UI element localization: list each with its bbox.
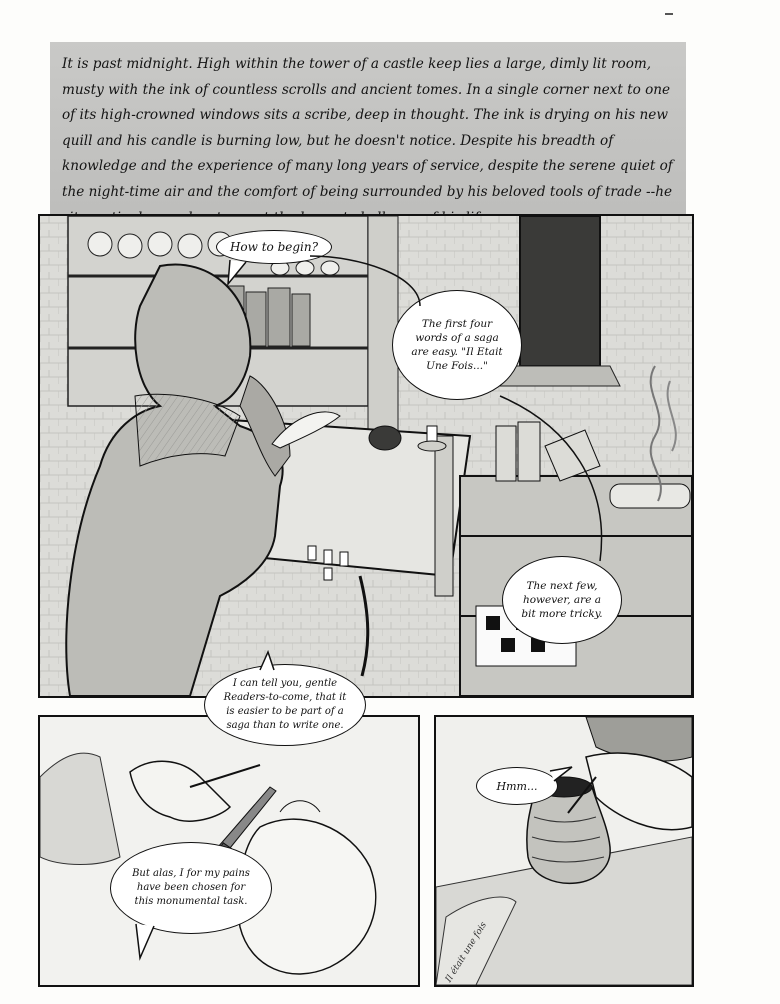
panel-sharpening-quill [38,715,420,987]
page-mark [665,13,673,15]
panel-scribe-at-desk [38,214,694,698]
speech-tail [132,922,162,962]
speech-text: The first four words of a saga are easy. "Il Etait Une Fois..." [411,318,503,372]
speech-bubble-readers-to-come [204,664,366,746]
speech-text: Hmm... [496,779,538,793]
artist-signature: Il était une fois [444,920,490,985]
speech-text: But alas, I for my pains have been chosen for this monumental task. [132,868,250,907]
speech-bubble-hmm [476,767,558,805]
speech-text: How to begin? [229,240,319,254]
speech-bubble-but-alas [110,842,272,934]
panel-ink-pot [434,715,694,987]
speech-tail [548,765,574,785]
speech-text: I can tell you, gentle Readers-to-come, that it is easier to be part of a saga than to write one. [223,678,347,731]
speech-connector [300,246,630,576]
speech-tail [254,650,284,672]
speech-tail [226,258,256,286]
narration-caption: It is past midnight. High within the tower of a castle keep lies a large, dimly lit room, musty with the ink of countless scrolls and ancient tomes. In a single corner next to one of its high-crowned windows sits a scribe, deep in thought. The ink is drying on his new quill and his candle is burning low, but he doesn't notice. Despite his breadth of knowledge and the experience of many long years of service, despite the serene quiet of the night-time air and the comfort of being surrounded by his beloved tools of trade --he [50,42,686,227]
speech-text: The next few, however, are a bit more tricky. [521,580,603,620]
